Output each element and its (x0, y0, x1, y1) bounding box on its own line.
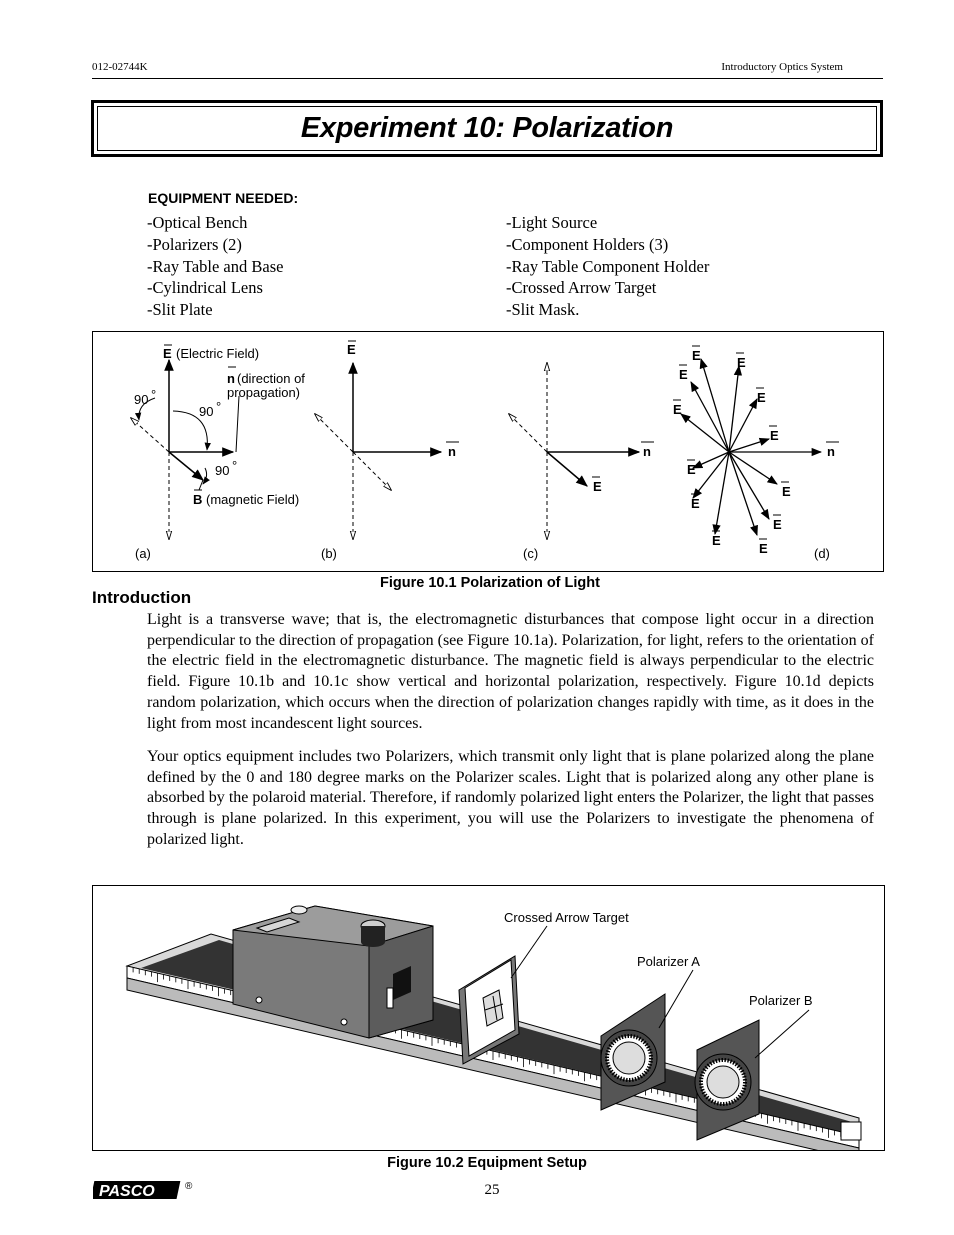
figure-equipment-setup (92, 885, 885, 1151)
svg-text:®: ® (185, 1181, 193, 1192)
panel-d-labels (673, 346, 839, 556)
label-polarizer-a: Polarizer A (637, 954, 700, 969)
introduction-paragraph: Your optics equipment includes two Polarizers, which transmit only light that is plane polarized along the plane defined by the 0 and 180 degree marks on the Polarizer scales. Light that is polarized along any other plane is absorbed by the polaroid material. Therefore, if randomly polarized light enters the Polarizer, the light that passes through is plane polarized. In this experiment, you will use the Polarizers to investigate the phenomena of polarized light. (147, 748, 874, 848)
svg-text:E: E (673, 402, 682, 417)
e-desc: (Electric Field) (176, 346, 260, 361)
svg-text:E: E (759, 541, 768, 556)
equipment-setup-illustration (93, 886, 884, 1150)
svg-text:E: E (691, 496, 700, 511)
svg-text:E: E (692, 348, 701, 363)
title-box (91, 100, 883, 157)
leader-crossed-arrow-target (511, 926, 547, 978)
svg-text:E: E (757, 390, 766, 405)
n-label-a: n (227, 371, 235, 386)
angle-label-lower: 90 (215, 463, 230, 478)
panel-label-a: (a) (135, 546, 151, 561)
equipment-item: -Ray Table Component Holder (506, 256, 710, 276)
equipment-item: -Ray Table and Base (147, 256, 284, 276)
angle-label-upper: 90 (199, 404, 214, 419)
leader-polarizer-b (755, 1010, 809, 1058)
equipment-item: -Polarizers (2) (147, 234, 242, 254)
equipment-item: -Slit Plate (147, 300, 213, 320)
equipment-item: -Crossed Arrow Target (506, 278, 657, 298)
document-code: 012-02744K (92, 61, 148, 73)
horizontal-e-arrow (547, 452, 587, 486)
n-label-d: n (827, 444, 835, 459)
equipment-item: -Light Source (506, 213, 598, 232)
svg-text:E: E (687, 462, 696, 477)
b-label-leader (199, 480, 203, 490)
figure-polarization-of-light (92, 331, 884, 572)
svg-text:°: ° (151, 387, 157, 402)
svg-text:E: E (773, 517, 782, 532)
svg-text:E: E (712, 533, 721, 548)
n-label-leader (236, 396, 239, 452)
panel-c-diagram (509, 363, 639, 539)
svg-text:°: ° (216, 399, 222, 414)
label-crossed-arrow-target: Crossed Arrow Target (504, 910, 629, 925)
angle-arc-lower (203, 468, 207, 484)
n-label-b: n (448, 444, 456, 459)
svg-text:E: E (782, 484, 791, 499)
svg-text:PASCO: PASCO (99, 1183, 155, 1200)
introduction-paragraph: Light is a transverse wave; that is, the electromagnetic disturbances that compose light occur in a direction perpendicular to the direction of propagation (see Figure 10.1a). Polarization, for light, refers to the orientation of the electric field in the electromagnetic disturbance. The magnetic field is always perpendicular to the electric field. Figure 10.1b and 10.1c show vertical and horizontal polarization, respectively. Figure 10.1d depicts random polarization, which occurs when the direction of polarization changes rapidly with time, as it does in the light from most incandescent light sources. (147, 611, 874, 732)
magnetic-field-arrow (169, 452, 203, 480)
e-label-a: E (163, 346, 172, 361)
panel-d-diagram (681, 359, 821, 535)
n-label-c: n (643, 444, 651, 459)
dashed-axis-diagonal (131, 418, 169, 452)
page-number: 25 (484, 1182, 500, 1198)
page-title: Experiment 10: Polarization (300, 112, 674, 144)
svg-text:E: E (737, 355, 746, 370)
figure-1-caption: Figure 10.1 Polarization of Light (380, 575, 600, 591)
equipment-list-left (147, 212, 283, 321)
panel-label-b: (b) (321, 546, 337, 561)
b-desc: (magnetic Field) (206, 492, 300, 507)
equipment-heading: EQUIPMENT NEEDED: (148, 190, 299, 206)
n-desc-2: propagation) (227, 385, 300, 400)
figure-2-caption: Figure 10.2 Equipment Setup (387, 1155, 587, 1171)
equipment-list-right (506, 212, 709, 321)
panel-label-d: (d) (814, 546, 830, 561)
angle-label-left: 90 (134, 392, 149, 407)
introduction-heading: Introduction (92, 588, 192, 607)
equipment-item: -Slit Mask. (506, 300, 580, 320)
polarization-diagram (93, 332, 883, 571)
label-polarizer-b: Polarizer B (749, 993, 813, 1008)
n-desc-1: (direction of (237, 371, 305, 386)
svg-text:E: E (679, 367, 688, 382)
equipment-item: -Optical Bench (147, 213, 248, 232)
panel-label-c: (c) (523, 546, 539, 561)
running-title: Introductory Optics System (721, 61, 843, 73)
header-rule (92, 78, 883, 79)
svg-text:°: ° (232, 458, 238, 473)
svg-text:E: E (770, 428, 779, 443)
panel-b-diagram (315, 363, 441, 539)
e-label-b: E (347, 342, 356, 357)
e-label-c: E (593, 479, 602, 494)
b-label: B (193, 492, 203, 507)
equipment-item: -Cylindrical Lens (147, 278, 263, 298)
panel-a-diagram (131, 360, 239, 539)
equipment-item: -Component Holders (3) (506, 234, 669, 254)
